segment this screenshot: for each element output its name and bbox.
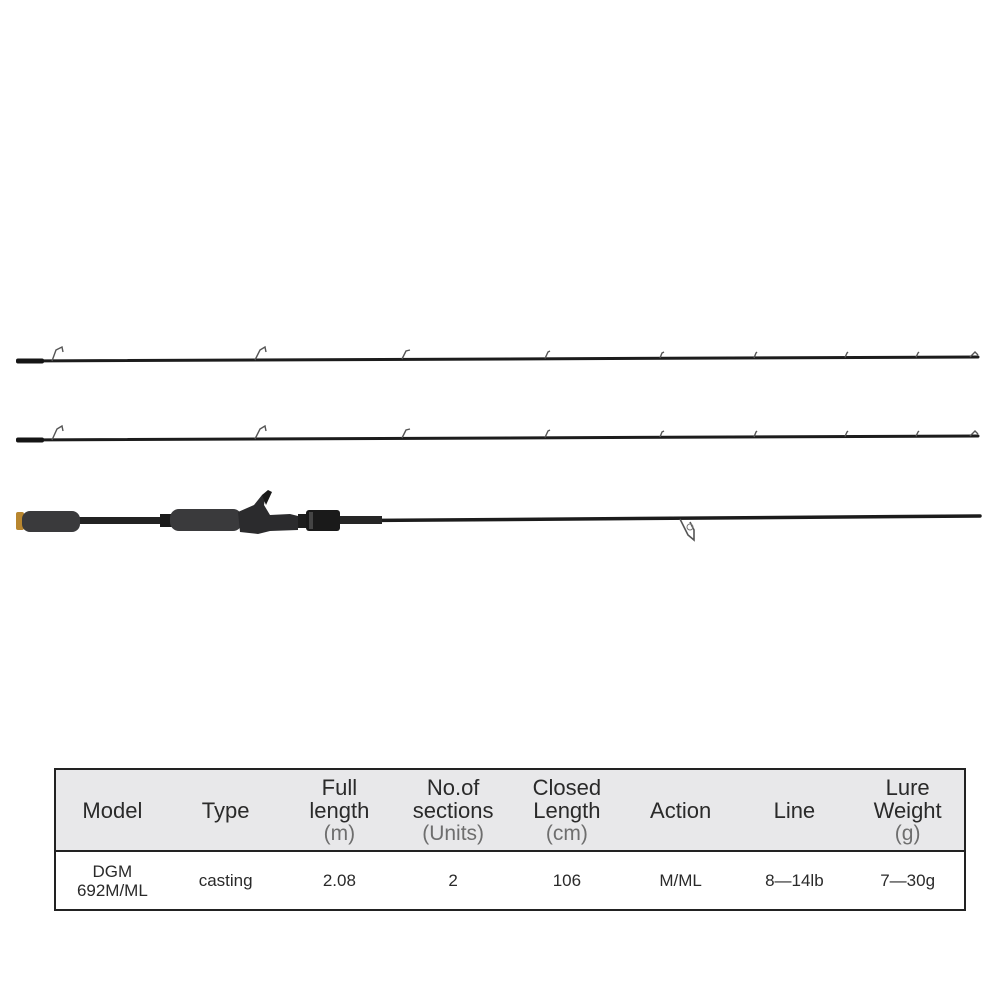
table-row [55, 851, 965, 910]
header-line: Line [738, 769, 852, 851]
cell-lure-weight: 7—30g [880, 871, 936, 890]
fore-grip [170, 509, 242, 531]
header-type: Type [169, 769, 283, 851]
rod-tip-section-b [16, 426, 978, 443]
header-lure-weight: Lure Weight (g) [851, 769, 965, 851]
table-header-row [55, 769, 965, 851]
rod-tip-section-a [16, 347, 978, 364]
header-action: Action [624, 769, 738, 851]
rear-grip [22, 511, 80, 532]
header-sections: No.of sections (Units) [396, 769, 510, 851]
header-closed-length: Closed Length (cm) [510, 769, 624, 851]
cell-line: 8—14lb [765, 871, 824, 890]
cell-action: M/ML [659, 871, 702, 890]
rod-butt-section [16, 490, 980, 540]
cell-type: casting [198, 871, 253, 890]
cell-closed-length: 106 [552, 871, 582, 890]
header-full-length: Full length (m) [283, 769, 397, 851]
cell-full-length: 2.08 [322, 871, 356, 890]
spec-table [54, 768, 966, 911]
header-model: Model [55, 769, 169, 851]
cell-model: DGM 692M/ML [76, 861, 148, 900]
cell-sections: 2 [448, 871, 458, 890]
